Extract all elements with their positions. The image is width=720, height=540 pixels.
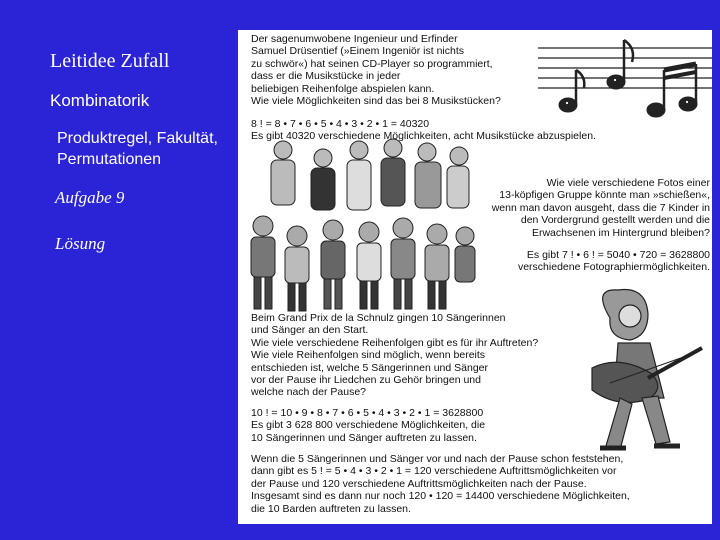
answer-group-photo: Es gibt 7 ! • 6 ! = 5040 • 720 = 3628800 verschiedene Fotographiermöglichkeiten. xyxy=(517,249,710,274)
music-notes-illustration xyxy=(538,30,712,125)
guitarist-illustration xyxy=(570,288,710,458)
answer-pause-arrangement: Wenn die 5 Sängerinnen und Sänger vor und nach der Pause schon feststehen, dann gibt es 5 ! = 5 • 4 • 3 • 2 • 1 = 120 verschiedene Auftrittsmöglichkeiten vor der Pause und 120 verschiedene Auftrittsmöglichkeiten nach der Pause. Insgesamt sind es dann nur noch 120 • 120 = 14400 verschiedene Möglichkeiten, die 10 Barden auftreten zu lassen. xyxy=(251,453,630,515)
question-grand-prix: Beim Grand Prix de la Schnulz gingen 10 Sängerinnen und Sänger an den Start. Wie viele verschiedene Reihenfolgen gibt es für ihr Auftreten? Wie viele Reihenfolgen sind möglich, wenn bereits entschieden ist, welche 5 Sängerinnen und Sänger vor der Pause ihr Liedchen zu Gehör bringen und welche nach der Pause? xyxy=(251,312,539,399)
answer-cd-player: 8 ! = 8 • 7 • 6 • 5 • 4 • 3 • 2 • 1 = 40320 Es gibt 40320 verschiedene Möglichkeiten, acht Musikstücke abzuspielen. xyxy=(251,118,596,143)
solution-link[interactable]: Lösung xyxy=(55,234,106,253)
group-photo-illustration xyxy=(241,138,476,318)
question-group-photo: Wie viele verschiedene Fotos einer 13-köpfigen Gruppe könnte man »schießen«, wenn man davon ausgeht, dass die 7 Kinder in den Vordergrund gestellt werden und die Erwachsenen im Hintergrund bleiben? xyxy=(491,177,710,239)
answer-grand-prix: 10 ! = 10 • 9 • 8 • 7 • 6 • 5 • 4 • 3 • 2 • 1 = 3628800 Es gibt 3 628 800 verschiedene Möglichkeiten, die 10 Sängerinnen und Sänger auftreten zu lassen. xyxy=(251,407,486,444)
topic-line-1: Produktregel, Fakultät, xyxy=(57,130,218,147)
task-link[interactable]: Aufgabe 9 xyxy=(55,188,125,207)
topic-line-2: Permutationen xyxy=(57,151,162,168)
slide-title: Leitidee Zufall xyxy=(50,50,170,72)
topic-label xyxy=(57,128,237,170)
sidebar xyxy=(0,0,238,540)
worksheet-page xyxy=(238,30,712,524)
question-cd-player: Der sagenumwobene Ingenieur und Erfinder Samuel Drüsentief (»Einem Ingeniör ist nichts zu schwör«) hat seinen CD-Player so programmiert, dass er die Musikstücke in jeder beliebigen Reihenfolge abspielen kann. Wie viele Möglichkeiten sind das bei 8 Musikstücken? xyxy=(251,33,501,108)
slide-subtitle: Kombinatorik xyxy=(50,91,150,110)
